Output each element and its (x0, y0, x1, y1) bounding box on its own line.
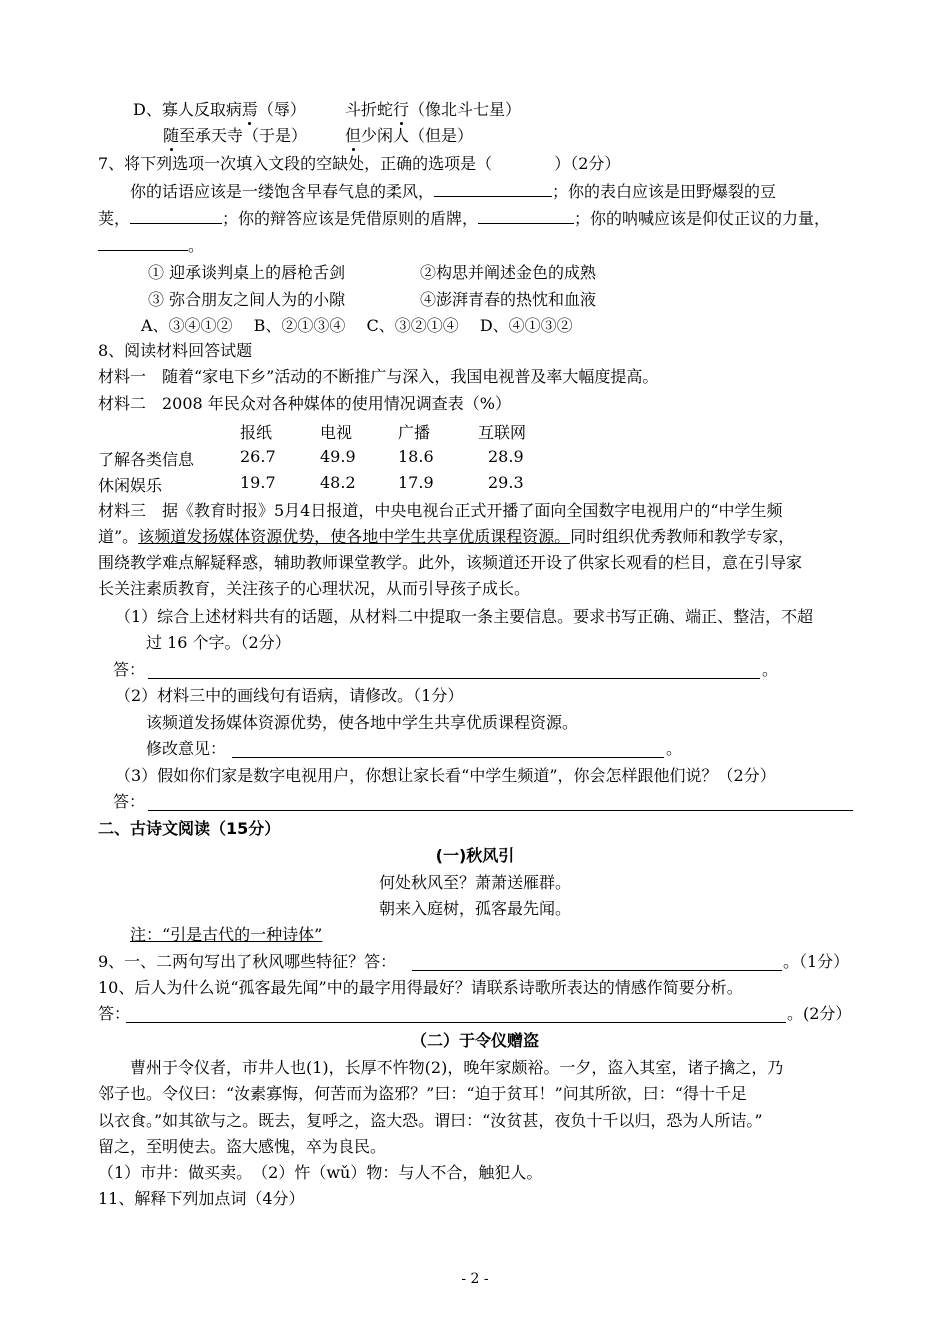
poem-line-2: 朝来入庭树，孤客最先闻。 (378, 899, 571, 918)
table-cell: 19.7 (240, 473, 276, 492)
q7-choices: A、③④①② B、②①③④ C、③②①④ D、④①③② (141, 316, 573, 335)
material-3-line3: 围绕教学难点解疑释惑，辅助教师课堂教学。此外，该频道还开设了供家长观看的栏目，意在引导家 (98, 553, 803, 572)
table-cell: 49.9 (320, 447, 356, 466)
answer-label: 答： (113, 792, 146, 811)
answer-blank[interactable] (434, 180, 552, 197)
answer-line-end: 。 (666, 739, 683, 758)
poem-line-1: 何处秋风至？萧萧送雁群。 (378, 873, 571, 892)
answer-line-end: 。 (762, 660, 779, 679)
q7-option-4: ④澎湃青春的热忱和血液 (420, 290, 597, 309)
answer-label: 答： (98, 1004, 131, 1023)
answer-line[interactable] (148, 810, 853, 811)
q6-d-line2-b: 但少闲人（但是） (345, 126, 474, 145)
q10-answer-line[interactable] (126, 1022, 786, 1023)
table-cell: 18.6 (398, 447, 434, 466)
q8-title: 8、阅读材料回答试题 (98, 341, 253, 360)
prose-line-3: 以衣食。”如其欲与之。既去，复呼之，盗大恐。谓曰：“汝贫甚，夜负十千以归，恐为人所诘。” (98, 1111, 763, 1130)
q7-option-1: ① 迎承谈判桌上的唇枪舌剑 (148, 263, 346, 282)
page-number: - 2 - (461, 1271, 489, 1287)
table-header: 广播 (398, 423, 431, 442)
q11: 11、解释下列加点词（4分） (98, 1189, 305, 1208)
q7-stem: 7、将下列选项一次填入文段的空缺处，正确的选项是（ ）（2分） (98, 154, 621, 173)
poem-note: 注：“引是古代的一种诗体” (130, 925, 323, 944)
prose-line-1: 曹州于令仪者，市井人也(1)，长厚不忤物(2)，晚年家颇裕。一夕，盗入其室，诸子擒之，乃 (130, 1058, 784, 1077)
section-heading: 二、古诗文阅读（15分） (98, 819, 281, 838)
q9-score: 。（1分） (783, 952, 850, 971)
q7-passage-line3: 。 (98, 234, 204, 257)
emphasis-dot-char: 焉 (241, 100, 258, 119)
answer-label: 答： (113, 660, 146, 679)
emphasis-dot-char: 行 (393, 100, 410, 119)
q9-answer-line[interactable] (412, 970, 782, 971)
q7-passage-line2: 荚， ；你的辩答应该是凭借原则的盾牌， ；你的呐喊应该是仰仗正议的力量， (98, 209, 831, 228)
prose-line-4: 留之，至明使去。盗大感愧，卒为良民。 (98, 1137, 387, 1156)
q6-d-line2-a: 随至承天寺（于是） (163, 126, 308, 145)
q8-sub1-line1: （1）综合上述材料共有的话题，从材料二中提取一条主要信息。要求书写正确、端正、整洁，不超 (115, 607, 814, 626)
answer-line[interactable] (148, 678, 760, 679)
q8-sub2-line1: （2）材料三中的画线句有语病，请修改。（1分） (115, 686, 464, 705)
answer-blank[interactable] (130, 207, 222, 224)
table-header: 互联网 (478, 423, 527, 442)
material-3-line2: 道”。该频道发扬媒体资源优势，使各地中学生共享优质课程资源。同时组织优秀教师和教学专家， (98, 527, 795, 546)
material-1: 材料一 随着“家电下乡”活动的不断推广与深入，我国电视普及率大幅度提高。 (98, 367, 659, 386)
revision-label: 修改意见： (146, 739, 227, 758)
material-3-line1: 材料三 据《教育时报》5月4日报道，中央电视台正式开播了面向全国数字电视用户的“中学生频 (98, 501, 783, 520)
q10-score: 。(2分） (787, 1004, 852, 1023)
q9: 9、一、二两句写出了秋风哪些特征？答： (98, 952, 397, 971)
prose-notes: （1）市井：做买卖。 （2）忤（wǔ）物：与人不合，触犯人。 (98, 1163, 543, 1182)
table-cell: 28.9 (488, 447, 524, 466)
prose-line-2: 邻子也。令仪曰：“汝素寡悔，何苦而为盗邪？”曰：“迫于贫耳！”问其所欲，曰：“得十千足 (98, 1084, 747, 1103)
table-cell: 29.3 (488, 473, 524, 492)
q8-sub1-line2: 过 16 个字。（2分） (146, 633, 291, 652)
material-3-line4: 长关注素质教育，关注孩子的心理状况，从而引导孩子成长。 (98, 579, 531, 598)
q8-sub2-line2: 该频道发扬媒体资源优势，使各地中学生共享优质课程资源。 (146, 713, 579, 732)
underlined-sentence: 该频道发扬媒体资源优势，使各地中学生共享优质课程资源。 (138, 527, 571, 546)
q10: 10、后人为什么说“孤客最先闻”中的最字用得最好？请联系诗歌所表达的情感作简要分析。 (98, 978, 743, 997)
q8-sub3-line1: （3）假如你们家是数字电视用户，你想让家长看“中学生频道”，你会怎样跟他们说？（2分） (115, 766, 776, 785)
emphasis-dot-char: 但 (345, 126, 362, 145)
table-row-label: 休闲娱乐 (98, 476, 163, 495)
q7-option-3: ③ 弥合朋友之间人为的小隙 (148, 290, 346, 309)
q6-d-line1-a: D、寡人反取病焉（辱） (133, 100, 306, 119)
revision-answer-line[interactable] (232, 757, 664, 758)
q6-d-line1-b: 斗折蛇行（像北斗七星） (345, 100, 522, 119)
table-cell: 17.9 (398, 473, 434, 492)
table-header: 电视 (320, 423, 353, 442)
prose-title: （二）于令仪赠盗 (410, 1031, 539, 1050)
table-header: 报纸 (240, 423, 273, 442)
answer-blank[interactable] (98, 234, 188, 251)
emphasis-dot-char: 随 (163, 126, 180, 145)
q7-option-2: ②构思并阐述金色的成熟 (420, 263, 597, 282)
table-cell: 26.7 (240, 447, 276, 466)
table-cell: 48.2 (320, 473, 356, 492)
material-2: 材料二 2008 年民众对各种媒体的使用情况调查表（%） (98, 394, 512, 413)
table-row-label: 了解各类信息 (98, 450, 195, 469)
answer-blank[interactable] (478, 207, 574, 224)
q7-passage-line1: 你的话语应该是一缕饱含早春气息的柔风， ；你的表白应该是田野爆裂的豆 (130, 182, 777, 201)
poem-title: (一)秋风引 (435, 846, 515, 865)
